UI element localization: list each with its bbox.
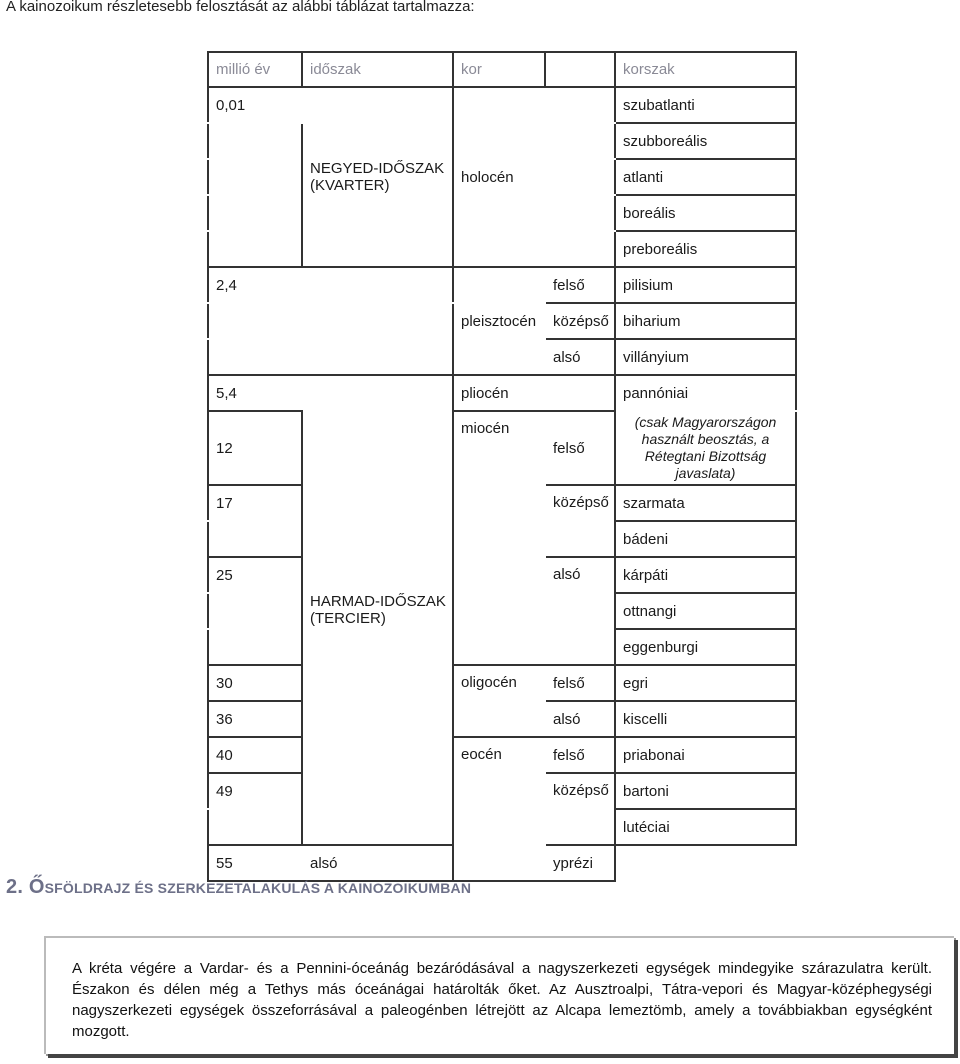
section-first-letter: Ő [28, 876, 45, 898]
subepoch-cell: középső [545, 303, 615, 339]
header-idoszak: időszak [302, 52, 453, 87]
section-number: 2. [6, 876, 29, 898]
stage-cell: kiscelli [615, 701, 796, 737]
table-row [208, 411, 796, 485]
stage-cell: pilisium [615, 267, 796, 303]
subepoch-cell: felső [545, 411, 615, 485]
subepoch-cell: alsó [545, 701, 615, 737]
text-box [44, 936, 954, 1054]
stage-cell: ottnangi [615, 593, 796, 629]
table-row [208, 195, 796, 231]
subepoch-cell: alsó [302, 845, 453, 881]
epoch-cell: holocén [453, 159, 615, 195]
period-cell [302, 267, 453, 303]
epoch-cell [453, 87, 615, 123]
million-cell: 0,01 [208, 87, 302, 123]
table-row [208, 123, 796, 159]
million-cell: 2,4 [208, 267, 302, 303]
stage-cell: priabonai [615, 737, 796, 773]
header-millio: millió év [208, 52, 302, 87]
stage-cell: yprézi [545, 845, 615, 881]
section-title-rest: SFÖLDRAJZ ÉS SZERKEZETALAKULÁS A KAINOZOIKUMBAN [44, 880, 472, 896]
million-cell: 36 [208, 701, 302, 737]
stage-cell: egri [615, 665, 796, 701]
subepoch-cell: alsó [545, 557, 615, 665]
epoch-cell: miocén [453, 411, 545, 665]
subepoch-cell: középső [545, 485, 615, 557]
stage-cell: biharium [615, 303, 796, 339]
subepoch-cell: felső [545, 665, 615, 701]
million-cell: 49 [208, 773, 302, 809]
million-cell: 25 [208, 557, 302, 593]
million-cell: 30 [208, 665, 302, 701]
paragraph: A kréta végére a Vardar- és a Pennini-óceánág bezáródásával a nagyszerkezeti egységek mindegyike szárazulatra került. Északon és délen még a Tethys más óceánágai határolták őket. Az Ausztroalpi, Tátra-vepori és Magyar-középhegységi nagyszerkezeti egységek összeforrásával a paleogénben létrejött az Alcapa lemeztömb, amely a továbbiakban egységként mozgott. [72, 960, 932, 1040]
stage-cell: kárpáti [615, 557, 796, 593]
stage-cell: villányium [615, 339, 796, 375]
cenozoic-table [207, 51, 797, 882]
table-header-row [208, 52, 796, 87]
subepoch-cell: középső [545, 773, 615, 845]
stage-note: (csak Magyarországon használt beosztás, a Rétegtani Bizottság javaslata) [615, 411, 796, 485]
subepoch-cell: felső [545, 737, 615, 773]
million-cell: 17 [208, 485, 302, 521]
stage-cell: pannóniai [615, 375, 796, 411]
epoch-cell: pliocén [453, 375, 615, 411]
stage-cell: szarmata [615, 485, 796, 521]
stage-cell: eggenburgi [615, 629, 796, 665]
million-cell: 40 [208, 737, 302, 773]
table-row [208, 231, 796, 267]
header-kor: kor [453, 52, 545, 87]
section-heading [6, 876, 471, 899]
subepoch-cell: felső [545, 267, 615, 303]
table-row [208, 737, 796, 773]
period-cell: NEGYED-IDŐSZAK (KVARTER) [302, 87, 453, 267]
period-cell: HARMAD-IDŐSZAK (TERCIER) [302, 375, 453, 845]
epoch-cell: oligocén [453, 665, 545, 737]
epoch-cell: eocén [453, 737, 545, 881]
stage-cell: bartoni [615, 773, 796, 809]
stage-cell: bádeni [615, 521, 796, 557]
stage-cell: boreális [615, 195, 796, 231]
epoch-cell: pleisztocén [453, 267, 545, 375]
stage-cell: preboreális [615, 231, 796, 267]
stage-cell: szubboreális [615, 123, 796, 159]
stage-cell: szubatlanti [615, 87, 796, 123]
table-row [208, 267, 796, 303]
subepoch-cell: alsó [545, 339, 615, 375]
million-cell: 55 [208, 845, 302, 881]
million-cell: 12 [208, 411, 302, 485]
table-row [208, 375, 796, 411]
stage-cell: atlanti [615, 159, 796, 195]
table-row [208, 665, 796, 701]
table-row [208, 159, 796, 195]
table-row [208, 87, 796, 123]
header-empty [545, 52, 615, 87]
intro-text: A kainozoikum részletesebb felosztását az alábbi táblázat tartalmazza: [6, 0, 475, 15]
million-cell: 5,4 [208, 375, 302, 411]
header-korszak: korszak [615, 52, 796, 87]
stage-cell: lutéciai [615, 809, 796, 845]
